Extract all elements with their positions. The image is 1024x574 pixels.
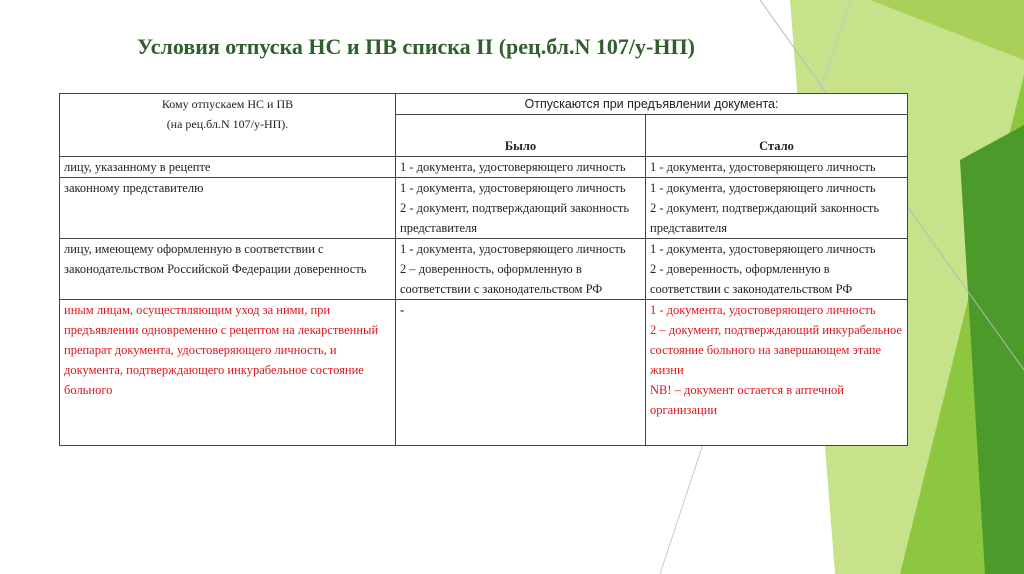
cell-text: 1 - документа, удостоверяющего личность <box>650 242 876 256</box>
table-row <box>60 300 908 446</box>
cell-text: лицу, имеющему оформленную в соответствии с законодательством Российской Федерации доверенность <box>64 242 367 276</box>
header-after: Стало <box>646 115 908 157</box>
cell-text: иным лицам, осуществляющим уход за ними, при предъявлении одновременно с рецептом на лекарственный препарат документа, удостоверяющего личность, и документа, подтверждающего инкурабельное состояние больного <box>64 303 379 397</box>
table-row <box>60 157 908 178</box>
cell-text: 1 - документа, удостоверяющего личность <box>650 181 876 195</box>
cell-who <box>60 157 396 178</box>
cell-text: 2 - доверенность, оформленную в соответствии с законодательством РФ <box>650 262 853 296</box>
header-who <box>60 94 396 157</box>
cell-before <box>396 239 646 300</box>
cell-text: 2 - документ, подтверждающий законность представителя <box>400 201 630 235</box>
page-title: Условия отпуска НС и ПВ списка II (рец.бл.N 107/у-НП) <box>137 34 695 59</box>
header-who-line: Кому отпускаем НС и ПВ <box>161 97 294 111</box>
cell-before <box>396 300 646 446</box>
cell-who <box>60 239 396 300</box>
cell-text: 2 – доверенность, оформленную в соответствии с законодательством РФ <box>400 262 603 296</box>
cell-text: 1 - документа, удостоверяющего личность <box>400 242 626 256</box>
cell-who <box>60 178 396 239</box>
table-header-row <box>60 94 908 115</box>
cell-text: законному представителю <box>64 181 204 195</box>
cell-text: лицу, указанному в рецепте <box>64 160 211 174</box>
header-documents: Отпускаются при предъявлении документа: <box>396 94 908 115</box>
table-row <box>60 239 908 300</box>
cell-text: 2 – документ, подтверждающий инкурабельное состояние больного на завершающем этапе жизни <box>650 323 902 377</box>
cell-after <box>646 239 908 300</box>
cell-before <box>396 157 646 178</box>
cell-after <box>646 178 908 239</box>
cell-who <box>60 300 396 446</box>
cell-before <box>396 178 646 239</box>
cell-text: 1 - документа, удостоверяющего личность <box>400 181 626 195</box>
header-who-line: (на рец.бл.N 107/у-НП). <box>166 117 289 131</box>
cell-text: 2 - документ, подтверждающий законность представителя <box>650 201 880 235</box>
cell-after <box>646 300 908 446</box>
table-row <box>60 178 908 239</box>
header-before: Было <box>396 115 646 157</box>
dispensing-conditions-table <box>59 93 908 446</box>
cell-after <box>646 157 908 178</box>
cell-text: 1 - документа, удостоверяющего личность <box>650 160 876 174</box>
cell-text: 1 - документа, удостоверяющего личность <box>650 303 876 317</box>
cell-text: - <box>400 303 405 317</box>
cell-text: 1 - документа, удостоверяющего личность <box>400 160 626 174</box>
cell-text: NB! – документ остается в аптечной организации <box>650 383 844 417</box>
